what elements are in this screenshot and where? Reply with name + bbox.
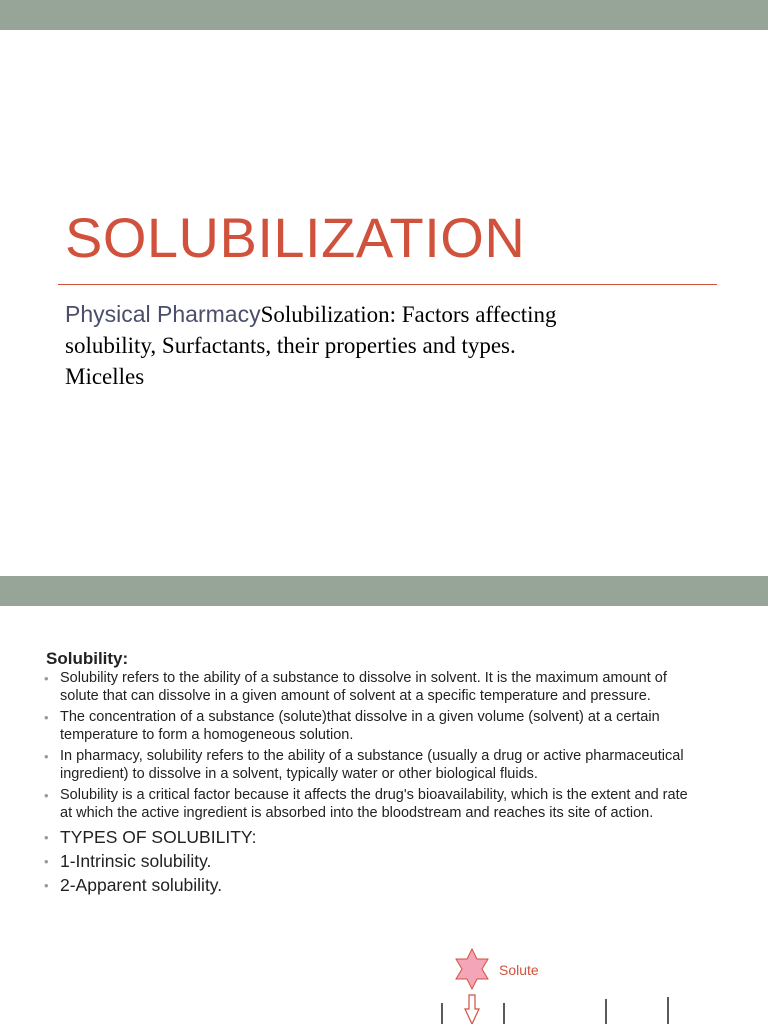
slide-top-bar — [0, 0, 768, 30]
down-arrow-icon — [465, 995, 479, 1024]
solute-label: Solute — [499, 962, 539, 978]
bullet-item: • Solubility is a critical factor because it affects the drug's bioavailability, which is the extent and rate at which the active ingredient is absorbed into the bloodstream and reaches its site of action. — [44, 787, 694, 822]
bullet-item: • In pharmacy, solubility refers to the ability of a substance (usually a drug or active pharmaceutical ingredient) to dissolve in a solvent, typically water or other biological fluids. — [44, 748, 694, 783]
bullet-item: • The concentration of a substance (solute)that dissolve in a given volume (solvent) at a certain temperature to form a homogeneous solution. — [44, 709, 694, 744]
diagram-graphic — [430, 945, 690, 1024]
section-heading: Solubility: — [46, 649, 129, 668]
subtitle-course: Physical Pharmacy — [65, 301, 261, 327]
subtitle-topics: Solubilization: Factors affecting solubility, Surfactants, their properties and types. Micelles — [65, 302, 557, 389]
solute-diagram — [430, 945, 690, 1024]
bullet-list — [44, 670, 694, 898]
bullet-item: • 1-Intrinsic solubility. — [44, 850, 694, 873]
slide-title: SOLUBILIZATION — [65, 206, 526, 269]
bullet-item: • Solubility refers to the ability of a substance to dissolve in solvent. It is the maximum amount of solute that can dissolve in a given amount of solvent at a specific temperature and pressure. — [44, 670, 694, 705]
solute-star-icon — [456, 949, 488, 989]
slide-subtitle — [65, 299, 585, 392]
slide-separator-bar — [0, 576, 768, 606]
title-divider — [58, 284, 717, 285]
bullet-item: • 2-Apparent solubility. — [44, 874, 694, 897]
bullet-item: • TYPES OF SOLUBILITY: — [44, 826, 694, 849]
